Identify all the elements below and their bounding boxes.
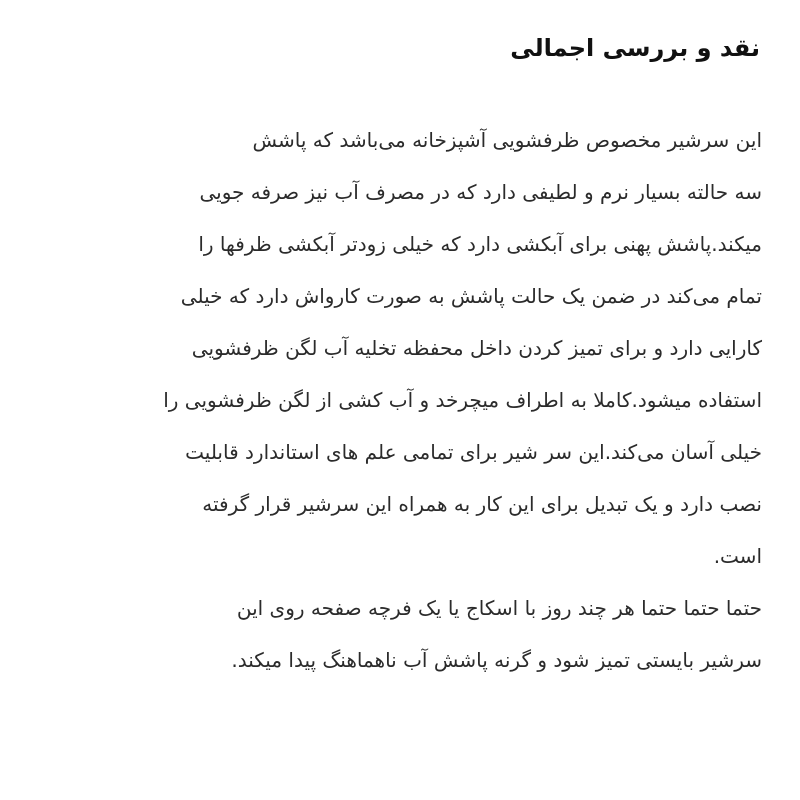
text-line: سه حالته بسیار نرم و لطیفی دارد که در مصرف آب نیز صرفه جویی xyxy=(199,180,762,204)
paragraph-description xyxy=(32,114,762,582)
text-line: خیلی آسان می‌کند.این سر شیر برای تمامی علم های استاندارد قابلیت xyxy=(185,440,762,464)
text-line: تمام می‌کند در ضمن یک حالت پاشش به صورت کارواش دارد که خیلی xyxy=(180,284,762,308)
section-title: نقد و بررسی اجمالی xyxy=(510,34,760,62)
text-line: سرشیر بایستی تمیز شود و گرنه پاشش آب ناهماهنگ پیدا میکند. xyxy=(231,648,762,672)
text-line: نصب دارد و یک تبدیل برای این کار به همراه این سرشیر قرار گرفته xyxy=(202,492,762,516)
text-line: استفاده میشود.کاملا به اطراف میچرخد و آب کشی از لگن ظرفشویی را xyxy=(163,388,762,412)
text-line: این سرشیر مخصوص ظرفشویی آشپزخانه می‌باشد که پاشش xyxy=(252,128,762,152)
text-line: کارایی دارد و برای تمیز کردن داخل محفظه تخلیه آب لگن ظرفشویی xyxy=(191,336,762,360)
text-line: حتما حتما حتما هر چند روز با اسکاج یا یک فرچه صفحه روی این xyxy=(236,596,762,620)
review-body xyxy=(32,114,762,686)
paragraph-maintenance-note xyxy=(32,582,762,686)
text-line: میکند.پاشش پهنی برای آبکشی دارد که خیلی زودتر آبکشی ظرفها را xyxy=(198,232,762,256)
text-line: است. xyxy=(713,544,762,568)
